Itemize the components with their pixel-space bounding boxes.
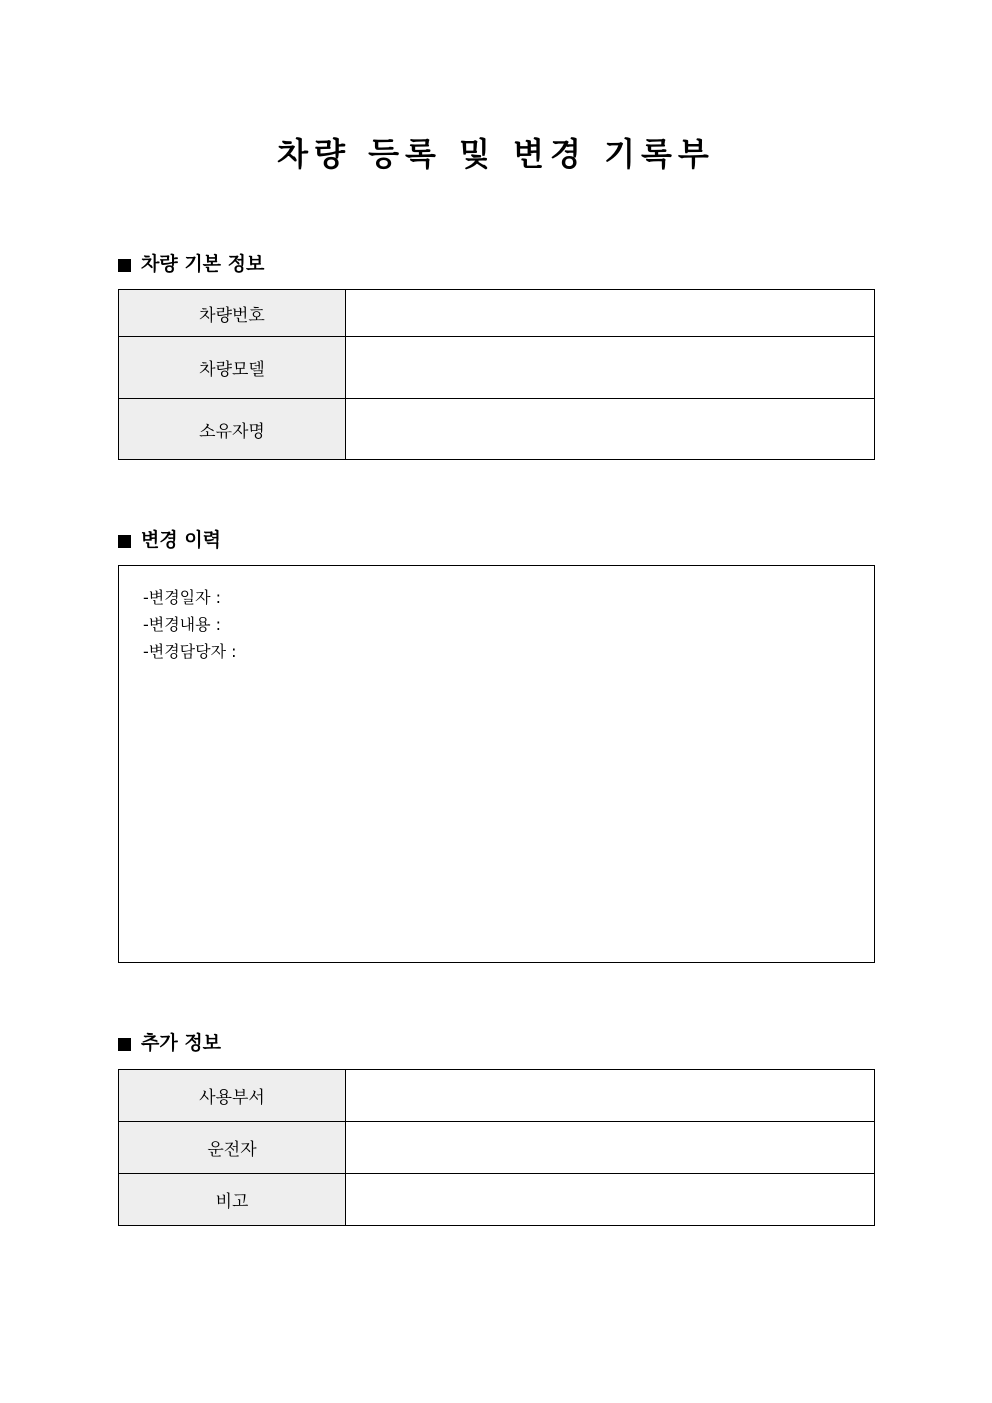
basic-info-table bbox=[118, 289, 875, 460]
vehicle-number-field[interactable] bbox=[346, 290, 875, 337]
row-label: 운전자 bbox=[119, 1122, 346, 1174]
additional-info-table bbox=[118, 1069, 875, 1226]
black-square-icon bbox=[118, 1038, 131, 1051]
table-row bbox=[119, 290, 875, 337]
black-square-icon bbox=[118, 259, 131, 272]
section-heading-additional-info bbox=[118, 1030, 221, 1056]
change-manager-line: -변경담당자 : bbox=[143, 642, 237, 661]
table-row bbox=[119, 1070, 875, 1122]
change-history-list bbox=[119, 566, 874, 665]
section-heading-change-history bbox=[118, 527, 221, 553]
change-content-line: -변경내용 : bbox=[143, 615, 222, 634]
remarks-field[interactable] bbox=[346, 1174, 875, 1226]
row-label: 차량번호 bbox=[119, 290, 346, 337]
section-heading-label: 추가 정보 bbox=[141, 1032, 222, 1054]
row-label: 소유자명 bbox=[119, 399, 346, 460]
change-date-line: -변경일자 : bbox=[143, 588, 222, 607]
owner-name-field[interactable] bbox=[346, 399, 875, 460]
driver-field[interactable] bbox=[346, 1122, 875, 1174]
table-row bbox=[119, 399, 875, 460]
change-history-box[interactable] bbox=[118, 565, 875, 963]
document-title: 차량 등록 및 변경 기록부 bbox=[277, 135, 715, 173]
section-heading-label: 변경 이력 bbox=[141, 529, 222, 551]
row-label: 차량모델 bbox=[119, 337, 346, 399]
section-heading-basic-info bbox=[118, 251, 264, 277]
black-square-icon bbox=[118, 535, 131, 548]
department-field[interactable] bbox=[346, 1070, 875, 1122]
row-label: 비고 bbox=[119, 1174, 346, 1226]
table-row bbox=[119, 337, 875, 399]
vehicle-model-field[interactable] bbox=[346, 337, 875, 399]
table-row bbox=[119, 1122, 875, 1174]
table-row bbox=[119, 1174, 875, 1226]
section-heading-label: 차량 기본 정보 bbox=[141, 253, 265, 275]
row-label: 사용부서 bbox=[119, 1070, 346, 1122]
